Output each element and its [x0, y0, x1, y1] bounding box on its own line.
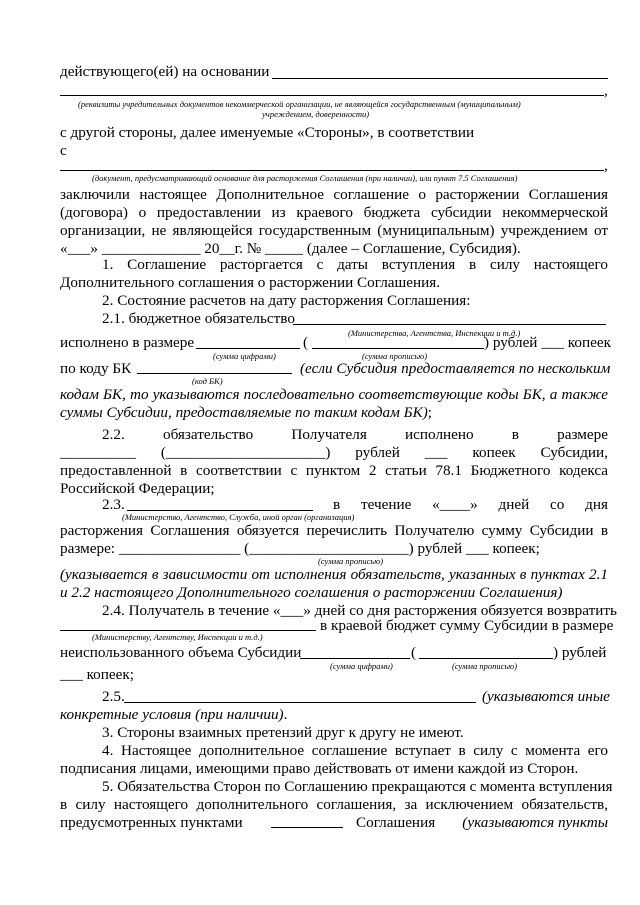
- comma-1: ,: [604, 82, 608, 99]
- s24-line-1: 2.4. Получатель в течение «___» дней со дня расторжения обязуется возвратить: [102, 602, 617, 619]
- note-ministry-3: (Министерству, Агентству, Инспекции и т.д.): [92, 632, 263, 642]
- s5-points: предусмотренных пунктами: [60, 814, 243, 831]
- basis-blank: [272, 78, 608, 79]
- s21-rub-kop: ) рублей ___ копеек: [484, 334, 612, 351]
- s23-line-4: (указывается в зависимости от исполнения обязательств, указанных в пунктах 2.1: [60, 566, 608, 583]
- s4-line-2: подписания лицами, имеющими право действовать от имени каждой из Сторон.: [60, 760, 579, 777]
- requisites-blank: [60, 95, 604, 96]
- s22-line-4: Российской Федерации;: [60, 480, 215, 497]
- s21-bk-note: (если Субсидия предоставляется по нескольким: [300, 360, 611, 377]
- s23-line-2: расторжения Соглашения обязуется перечислить Получателю сумму Субсидии в: [60, 522, 608, 539]
- s5-agreement: Соглашения: [356, 814, 436, 831]
- s23-line-5: и 2.2 настоящего Дополнительного соглашения о расторжении Соглашения): [60, 584, 563, 601]
- s5-note: (указываются пункты: [462, 814, 608, 831]
- s22-line-3: предоставленной в соответствии с пунктом 2 статьи 78.1 Бюджетного кодекса: [60, 462, 608, 479]
- s21-paren-open: (: [303, 334, 309, 351]
- s24-paren-open: (: [411, 644, 417, 661]
- note-requisites-b: учреждением, доверенности): [262, 109, 370, 119]
- s24-kop: ___ копеек;: [60, 666, 134, 683]
- line-s: с: [60, 142, 67, 159]
- s21-label: 2.1. бюджетное обязательство: [102, 310, 295, 327]
- s24-sum-words-blank: [419, 658, 553, 659]
- s24-budget: в краевой бюджет сумму Субсидии в размере: [320, 617, 614, 634]
- s25-label: 2.5.: [102, 688, 125, 705]
- s21-executed: исполнено в размере: [60, 334, 195, 351]
- note-document: (документ, предусматривающий основание для расторжения Соглашения (при наличии), или пункт 7.5 Соглашения): [92, 173, 518, 183]
- note-sum-words-3: (сумма прописью): [452, 661, 518, 671]
- s1-line-2: Дополнительного соглашения о расторжении Соглашения.: [60, 274, 441, 291]
- s24-ministry-blank: [60, 630, 316, 631]
- s25-line-2: [60, 706, 608, 724]
- p1-line-2: (договора) о предоставлении из краевого бюджета субсидии некоммерческой: [60, 204, 608, 221]
- comma-2: ,: [604, 157, 608, 174]
- s21-bk-label: по коду БК: [60, 360, 132, 377]
- s21-sums-italic: суммы Субсидии, предоставляемые по таким кодам БК): [60, 404, 428, 421]
- note-bk: (код БК): [192, 376, 223, 386]
- p1-line-1: заключили настоящее Дополнительное соглашение о расторжении Соглашения: [60, 186, 608, 203]
- s25-dot: .: [283, 706, 288, 723]
- document-blank: [60, 170, 604, 171]
- s5-line-2: в силу настоящего дополнительного соглашения, за исключением обязательств,: [60, 796, 608, 813]
- s24-unused: неиспользованного объема Субсидии: [60, 644, 302, 661]
- note-sum-words-2: (сумма прописью): [318, 556, 384, 566]
- note-sum-num-2: (сумма цифрами): [330, 661, 393, 671]
- s24-rub: ) рублей: [553, 644, 607, 661]
- s24-sum-num-blank: [300, 658, 410, 659]
- note-requisites-a: (реквизиты учредительных документов некоммерческой организации, не являющейся государственным (муниципальным): [78, 99, 521, 109]
- s5-points-blank: [271, 827, 343, 828]
- s23-label: 2.3.: [102, 496, 125, 513]
- s23-ministry-blank: [127, 510, 313, 511]
- s25-italic: конкретные условия (при наличии): [60, 706, 284, 723]
- basis-label: действующего(ей) на основании: [60, 63, 270, 80]
- s21-semicolon: ;: [427, 404, 432, 421]
- note-ministry-2: (Министерство, Агентство, Служба, иной орган (организация): [122, 512, 355, 522]
- s3-line: 3. Стороны взаимных претензий друг к другу не имеют.: [102, 724, 464, 741]
- s22-line-2: __________ (_____________________) рублей ___ копеек Субсидии,: [60, 444, 608, 461]
- note-sum-num-1: (сумма цифрами): [213, 351, 276, 361]
- s2-heading: 2. Состояние расчетов на дату расторжения Соглашения:: [102, 292, 471, 309]
- p1-line-3: организации, не являющейся государственным (муниципальным) учреждением от: [60, 222, 608, 239]
- s21-sum-num-blank: [196, 348, 300, 349]
- s5-line-1: 5. Обязательства Сторон по Соглашению прекращаются с момента вступления: [102, 778, 613, 795]
- line-other-side: с другой стороны, далее именуемые «Стороны», в соответствии: [60, 124, 475, 141]
- s21-line-sums: [60, 404, 608, 422]
- note-ministry-1: (Министерства, Агентства, Инспекции и т.д.): [348, 328, 521, 338]
- s21-line-kbk: кодам БК, то указываются последовательно соответствующие коды БК, а также: [60, 386, 608, 403]
- note-sum-words-1: (сумма прописью): [362, 351, 428, 361]
- s23-within: в течение «____» дней со дня: [333, 496, 608, 513]
- s22-line-1: 2.2. обязательство Получателя исполнено в размере: [102, 426, 608, 443]
- s21-ministry-blank: [293, 324, 606, 325]
- s21-sum-words-blank: [312, 348, 484, 349]
- s23-line-3: размере: ________________ (_____________________) рублей ___ копеек;: [60, 540, 540, 557]
- s4-line-1: 4. Настоящее дополнительное соглашение вступает в силу с момента его: [102, 742, 608, 759]
- p1-line-4: «___» _____________ 20__г. № _____ (далее – Соглашение, Субсидия).: [60, 240, 521, 257]
- s1-line-1: 1. Соглашение расторгается с даты вступления в силу настоящего: [102, 256, 608, 273]
- s25-blank: [124, 702, 476, 703]
- s25-note: (указываются иные: [482, 688, 610, 705]
- s21-bk-blank: [137, 373, 292, 374]
